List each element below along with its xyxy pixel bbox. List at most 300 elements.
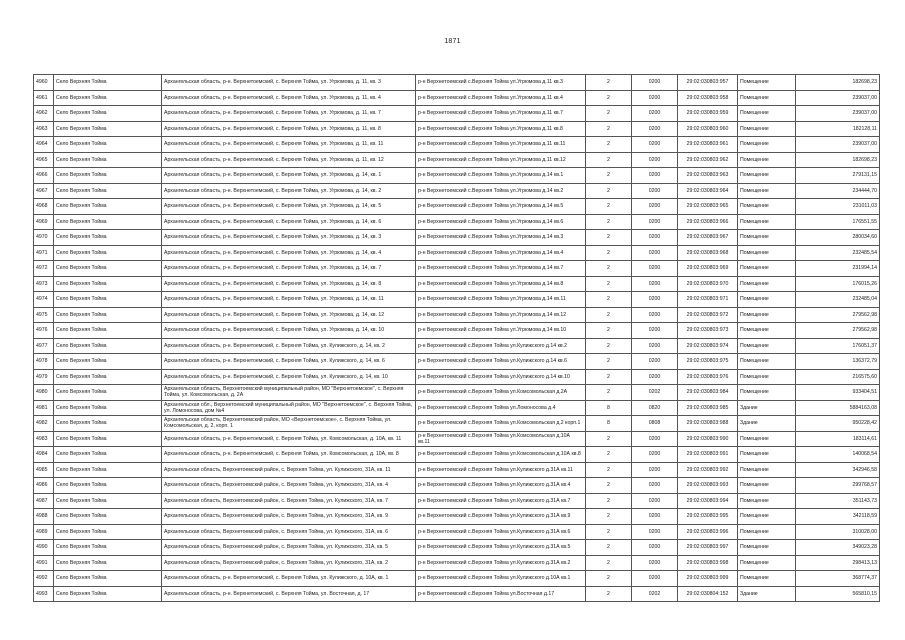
cadastral-number-cell: 29:02:030803:972 (678, 307, 738, 323)
object-type-cell: Помещение (738, 555, 796, 571)
object-type-cell: Помещение (738, 292, 796, 308)
row-number: 4986 (34, 478, 54, 494)
settlement-cell: Село Верхняя Тойма (54, 447, 162, 463)
table-row (34, 307, 880, 323)
table-row (34, 555, 880, 571)
object-type-cell: Помещение (738, 199, 796, 215)
type-code-cell: 0202 (632, 385, 678, 401)
type-code-cell: 0200 (632, 168, 678, 184)
cadastral-number-cell: 29:02:030803:968 (678, 245, 738, 261)
address-cell: Архангельская область, р-н. Верхнетоемский, с. Верхняя Тойма, ул. Угрюмова, д. 14, кв. 8 (162, 276, 416, 292)
category-code-cell: 2 (586, 75, 632, 91)
cadastral-number-cell: 29:02:030803:992 (678, 462, 738, 478)
settlement-cell: Село Верхняя Тойма (54, 369, 162, 385)
type-code-cell: 0200 (632, 183, 678, 199)
location-cell: р-н Верхнетоемский с.Верхняя Тойма ул.Угрюмова д.14 кв.8 (416, 276, 586, 292)
row-number: 4990 (34, 540, 54, 556)
table-row (34, 462, 880, 478)
settlement-cell: Село Верхняя Тойма (54, 137, 162, 153)
row-number: 4964 (34, 137, 54, 153)
object-type-cell: Помещение (738, 261, 796, 277)
cadastral-value-cell: 182128,11 (796, 121, 880, 137)
table-row (34, 354, 880, 370)
object-type-cell: Помещение (738, 447, 796, 463)
cadastral-value-cell: 279131,15 (796, 168, 880, 184)
object-type-cell: Помещение (738, 385, 796, 401)
cadastral-value-cell: 140068,54 (796, 447, 880, 463)
table-row (34, 369, 880, 385)
cadastral-value-cell: 950228,42 (796, 416, 880, 432)
table-body (34, 75, 880, 602)
table-row (34, 75, 880, 91)
cadastral-value-cell: 565810,15 (796, 586, 880, 602)
row-number: 4963 (34, 121, 54, 137)
type-code-cell: 0200 (632, 338, 678, 354)
settlement-cell: Село Верхняя Тойма (54, 416, 162, 432)
location-cell: р-н Верхнетоемский с.Верхняя Тойма ул.Угрюмова д.14 кв.4 (416, 245, 586, 261)
type-code-cell: 0200 (632, 276, 678, 292)
location-cell: р-н Верхнетоемский с.Верхняя Тойма ул.Кулижского д.31А кв.5 (416, 540, 586, 556)
object-type-cell: Помещение (738, 121, 796, 137)
cadastral-number-cell: 29:02:030803:960 (678, 121, 738, 137)
settlement-cell: Село Верхняя Тойма (54, 230, 162, 246)
cadastral-value-cell: 298413,13 (796, 555, 880, 571)
table-row (34, 106, 880, 122)
type-code-cell: 0200 (632, 137, 678, 153)
location-cell: р-н Верхнетоемский с.Верхняя Тойма ул.Угрюмова д.11 кв.4 (416, 90, 586, 106)
settlement-cell: Село Верхняя Тойма (54, 276, 162, 292)
row-number: 4970 (34, 230, 54, 246)
row-number: 4983 (34, 431, 54, 447)
cadastral-number-cell: 29:02:030803:994 (678, 493, 738, 509)
category-code-cell: 8 (586, 416, 632, 432)
object-type-cell: Помещение (738, 509, 796, 525)
row-number: 4975 (34, 307, 54, 323)
category-code-cell: 2 (586, 338, 632, 354)
object-type-cell: Помещение (738, 230, 796, 246)
address-cell: Архангельская область, р-н. Верхнетоемский, с. Верхняя Тойма, ул. Кулижского, д. 14, кв. 6 (162, 354, 416, 370)
category-code-cell: 2 (586, 447, 632, 463)
table-row (34, 199, 880, 215)
settlement-cell: Село Верхняя Тойма (54, 509, 162, 525)
table-row (34, 261, 880, 277)
address-cell: Архангельская область, Верхнетоемский район, с. Верхняя Тойма, ул. Кулижского, 31А, кв. 4 (162, 478, 416, 494)
address-cell: Архангельская область, р-н. Верхнетоемский, с. Верхняя Тойма, ул. Угрюмова, д. 14, кв. 1 (162, 168, 416, 184)
cadastral-value-cell: 176015,26 (796, 276, 880, 292)
category-code-cell: 2 (586, 168, 632, 184)
row-number: 4987 (34, 493, 54, 509)
cadastral-value-cell: 216575,60 (796, 369, 880, 385)
object-type-cell: Помещение (738, 540, 796, 556)
address-cell: Архангельская область, р-н. Верхнетоемский, с. Верхняя Тойма, ул. Угрюмова, д. 14, кв. 4 (162, 245, 416, 261)
address-cell: Архангельская область, р-н. Верхнетоемский, с. Верхняя Тойма, ул. Кулижского, д. 14, кв. 10 (162, 369, 416, 385)
settlement-cell: Село Верхняя Тойма (54, 462, 162, 478)
row-number: 4960 (34, 75, 54, 91)
settlement-cell: Село Верхняя Тойма (54, 245, 162, 261)
category-code-cell: 2 (586, 152, 632, 168)
table-row (34, 586, 880, 602)
category-code-cell: 2 (586, 571, 632, 587)
cadastral-value-cell: 933404,51 (796, 385, 880, 401)
location-cell: р-н Верхнетоемский с.Верхняя Тойма ул.Угрюмова д.14 кв.2 (416, 183, 586, 199)
settlement-cell: Село Верхняя Тойма (54, 292, 162, 308)
object-type-cell: Помещение (738, 90, 796, 106)
object-type-cell: Помещение (738, 524, 796, 540)
settlement-cell: Село Верхняя Тойма (54, 524, 162, 540)
location-cell: р-н Верхнетоемский с.Верхняя Тойма ул.Комсомольская д.2А (416, 385, 586, 401)
type-code-cell: 0200 (632, 121, 678, 137)
settlement-cell: Село Верхняя Тойма (54, 338, 162, 354)
cadastral-value-cell: 239037,00 (796, 106, 880, 122)
row-number: 4962 (34, 106, 54, 122)
cadastral-number-cell: 29:02:030803:970 (678, 276, 738, 292)
location-cell: р-н Верхнетоемский с.Верхняя Тойма ул.Кулижского д.10А кв.1 (416, 571, 586, 587)
category-code-cell: 2 (586, 199, 632, 215)
type-code-cell: 0200 (632, 261, 678, 277)
location-cell: р-н Верхнетоемский с.Верхняя Тойма ул.Угрюмова д.14 кв.1 (416, 168, 586, 184)
row-number: 4988 (34, 509, 54, 525)
settlement-cell: Село Верхняя Тойма (54, 478, 162, 494)
cadastral-value-cell: 176551,55 (796, 214, 880, 230)
object-type-cell: Помещение (738, 75, 796, 91)
cadastral-value-cell: 368774,37 (796, 571, 880, 587)
address-cell: Архангельская область, р-н. Верхнетоемский, с. Верхняя Тойма, ул. Угрюмова, д. 14, кв. 12 (162, 307, 416, 323)
location-cell: р-н Верхнетоемский с.Верхняя Тойма ул.Угрюмова д.14 кв.10 (416, 323, 586, 339)
table-row (34, 152, 880, 168)
type-code-cell: 0200 (632, 245, 678, 261)
table-row (34, 385, 880, 401)
row-number: 4981 (34, 400, 54, 416)
object-type-cell: Здание (738, 400, 796, 416)
address-cell: Архангельская область, р-н. Верхнетоемский, с. Верхняя Тойма, ул. Угрюмова, д. 11, кв. 3 (162, 75, 416, 91)
type-code-cell: 0200 (632, 431, 678, 447)
cadastral-number-cell: 29:02:030803:969 (678, 261, 738, 277)
location-cell: р-н Верхнетоемский с.Верхняя Тойма ул.Ломоносова д.4 (416, 400, 586, 416)
row-number: 4976 (34, 323, 54, 339)
category-code-cell: 2 (586, 354, 632, 370)
object-type-cell: Помещение (738, 245, 796, 261)
location-cell: р-н Верхнетоемский с.Верхняя Тойма ул.Кулижского д.31А кв.2 (416, 555, 586, 571)
cadastral-value-cell: 232485,54 (796, 245, 880, 261)
table-row (34, 90, 880, 106)
object-type-cell: Помещение (738, 493, 796, 509)
table-row (34, 416, 880, 432)
table-row (34, 121, 880, 137)
object-type-cell: Помещение (738, 571, 796, 587)
category-code-cell: 2 (586, 276, 632, 292)
object-type-cell: Помещение (738, 183, 796, 199)
cadastral-number-cell: 29:02:030803:988 (678, 416, 738, 432)
location-cell: р-н Верхнетоемский с.Верхняя Тойма ул.Кулижского д.31А кв.6 (416, 524, 586, 540)
cadastral-value-cell: 310028,00 (796, 524, 880, 540)
row-number: 4989 (34, 524, 54, 540)
cadastral-number-cell: 29:02:030803:997 (678, 540, 738, 556)
row-number: 4974 (34, 292, 54, 308)
object-type-cell: Помещение (738, 462, 796, 478)
cadastral-value-cell: 299768,57 (796, 478, 880, 494)
address-cell: Архангельская область, р-н. Верхнетоемский, с. Верхняя Тойма, ул. Угрюмова, д. 14, кв. 7 (162, 261, 416, 277)
table-row (34, 276, 880, 292)
location-cell: р-н Верхнетоемский с.Верхняя Тойма ул.Угрюмова д.14 кв.12 (416, 307, 586, 323)
cadastral-number-cell: 29:02:030803:993 (678, 478, 738, 494)
address-cell: Архангельская область, р-н. Верхнетоемский, с. Верхняя Тойма, ул. Угрюмова, д. 14, кв. 6 (162, 214, 416, 230)
address-cell: Архангельская область, р-н. Верхнетоемский, с. Верхняя Тойма, ул. Кулижского, д. 10А, кв. 1 (162, 571, 416, 587)
object-type-cell: Здание (738, 416, 796, 432)
table-row (34, 571, 880, 587)
cadastral-number-cell: 29:02:030803:990 (678, 431, 738, 447)
location-cell: р-н Верхнетоемский с.Верхняя Тойма ул.Угрюмова д.14 кв.11 (416, 292, 586, 308)
object-type-cell: Помещение (738, 338, 796, 354)
address-cell: Архангельская область, Верхнетоемский район, с. Верхняя Тойма, ул. Кулижского, 31А, кв. 7 (162, 493, 416, 509)
row-number: 4971 (34, 245, 54, 261)
cadastral-number-cell: 29:02:030803:999 (678, 571, 738, 587)
cadastral-value-cell: 342118,59 (796, 509, 880, 525)
location-cell: р-н Верхнетоемский с.Верхняя Тойма ул.Восточная д.17 (416, 586, 586, 602)
address-cell: Архангельская область, Верхнетоемский муниципальный район, МО "Верхнетоемское", с. Верхняя Тойма, ул. Комсомольская, д. 2А (162, 385, 416, 401)
row-number: 4977 (34, 338, 54, 354)
settlement-cell: Село Верхняя Тойма (54, 121, 162, 137)
category-code-cell: 2 (586, 323, 632, 339)
table-row (34, 478, 880, 494)
cadastral-number-cell: 29:02:030803:961 (678, 137, 738, 153)
cadastral-number-cell: 29:02:030803:973 (678, 323, 738, 339)
object-type-cell: Помещение (738, 369, 796, 385)
location-cell: р-н Верхнетоемский с.Верхняя Тойма ул.Комсомольская д.2 корп.1 (416, 416, 586, 432)
address-cell: Архангельская область, р-н. Верхнетоемский, с. Верхняя Тойма, ул. Угрюмова, д. 11, кв. 7 (162, 106, 416, 122)
table-row (34, 183, 880, 199)
category-code-cell: 2 (586, 493, 632, 509)
table-row (34, 509, 880, 525)
address-cell: Архангельская область, Верхнетоемский район, с. Верхняя Тойма, ул. Кулижского, 31А, кв. 9 (162, 509, 416, 525)
type-code-cell: 0200 (632, 307, 678, 323)
address-cell: Архангельская область, р-н. Верхнетоемский, с. Верхняя Тойма, ул. Угрюмова, д. 11, кв. 12 (162, 152, 416, 168)
settlement-cell: Село Верхняя Тойма (54, 354, 162, 370)
settlement-cell: Село Верхняя Тойма (54, 261, 162, 277)
category-code-cell: 2 (586, 462, 632, 478)
type-code-cell: 0200 (632, 462, 678, 478)
table-row (34, 400, 880, 416)
type-code-cell: 0200 (632, 493, 678, 509)
category-code-cell: 2 (586, 369, 632, 385)
object-type-cell: Помещение (738, 307, 796, 323)
address-cell: Архангельская область, р-н. Верхнетоемский, с. Верхняя Тойма, ул. Восточная, д. 17 (162, 586, 416, 602)
type-code-cell: 0200 (632, 106, 678, 122)
type-code-cell: 0202 (632, 586, 678, 602)
category-code-cell: 2 (586, 183, 632, 199)
address-cell: Архангельская обл., Верхнетоемский муниципальный район, МО "Верхнетоемское", с. Верхняя Тойма, ул. Ломоносова, дом №4 (162, 400, 416, 416)
category-code-cell: 2 (586, 90, 632, 106)
table-row (34, 168, 880, 184)
address-cell: Архангельская область, р-н. Верхнетоемский, с. Верхняя Тойма, ул. Угрюмова, д. 11, кв. 8 (162, 121, 416, 137)
row-number: 4984 (34, 447, 54, 463)
type-code-cell: 0200 (632, 230, 678, 246)
cadastral-value-cell: 351143,73 (796, 493, 880, 509)
settlement-cell: Село Верхняя Тойма (54, 307, 162, 323)
settlement-cell: Село Верхняя Тойма (54, 75, 162, 91)
cadastral-value-cell: 136372,79 (796, 354, 880, 370)
settlement-cell: Село Верхняя Тойма (54, 540, 162, 556)
category-code-cell: 2 (586, 478, 632, 494)
object-type-cell: Помещение (738, 152, 796, 168)
table-row (34, 245, 880, 261)
object-type-cell: Помещение (738, 137, 796, 153)
cadastral-value-cell: 279562,98 (796, 323, 880, 339)
cadastral-value-cell: 234444,70 (796, 183, 880, 199)
object-type-cell: Помещение (738, 106, 796, 122)
row-number: 4985 (34, 462, 54, 478)
cadastral-number-cell: 29:02:030803:971 (678, 292, 738, 308)
type-code-cell: 0808 (632, 416, 678, 432)
location-cell: р-н Верхнетоемский с.Верхняя Тойма ул.Угрюмова д.14 кв.3 (416, 230, 586, 246)
type-code-cell: 0200 (632, 447, 678, 463)
category-code-cell: 2 (586, 214, 632, 230)
table-row (34, 323, 880, 339)
address-cell: Архангельская область, Верхнетоемский район, с. Верхняя Тойма, ул. Кулижского, 31А, кв. 11 (162, 462, 416, 478)
location-cell: р-н Верхнетоемский с.Верхняя Тойма ул.Кулижского д.14 кв.10 (416, 369, 586, 385)
cadastral-number-cell: 29:02:030804:152 (678, 586, 738, 602)
type-code-cell: 0820 (632, 400, 678, 416)
location-cell: р-н Верхнетоемский с.Верхняя Тойма ул.Угрюмова д.14 кв.7 (416, 261, 586, 277)
cadastral-value-cell: 280034,60 (796, 230, 880, 246)
row-number: 4966 (34, 168, 54, 184)
settlement-cell: Село Верхняя Тойма (54, 586, 162, 602)
table-row (34, 447, 880, 463)
settlement-cell: Село Верхняя Тойма (54, 323, 162, 339)
row-number: 4968 (34, 199, 54, 215)
location-cell: р-н Верхнетоемский с.Верхняя Тойма ул.Комсомольская д.10А кв.11 (416, 431, 586, 447)
type-code-cell: 0200 (632, 571, 678, 587)
location-cell: р-н Верхнетоемский с.Верхняя Тойма ул.Кулижского д.14 кв.2 (416, 338, 586, 354)
address-cell: Архангельская область, р-н. Верхнетоемский, с. Верхняя Тойма, ул. Угрюмова, д. 14, кв. 2 (162, 183, 416, 199)
row-number: 4978 (34, 354, 54, 370)
object-type-cell: Помещение (738, 431, 796, 447)
type-code-cell: 0200 (632, 354, 678, 370)
type-code-cell: 0200 (632, 199, 678, 215)
location-cell: р-н Верхнетоемский с.Верхняя Тойма ул.Угрюмова д.11 кв.11 (416, 137, 586, 153)
settlement-cell: Село Верхняя Тойма (54, 90, 162, 106)
row-number: 4980 (34, 385, 54, 401)
settlement-cell: Село Верхняя Тойма (54, 571, 162, 587)
table-row (34, 524, 880, 540)
page-number: 1871 (444, 38, 461, 45)
type-code-cell: 0200 (632, 90, 678, 106)
cadastral-value-cell: 182698,23 (796, 75, 880, 91)
cadastral-value-cell: 183114,61 (796, 431, 880, 447)
location-cell: р-н Верхнетоемский с.Верхняя Тойма ул.Угрюмова д.11 кв.7 (416, 106, 586, 122)
cadastral-value-cell: 342946,58 (796, 462, 880, 478)
table-row (34, 214, 880, 230)
cadastral-number-cell: 29:02:030803:958 (678, 90, 738, 106)
cadastral-value-cell: 176051,37 (796, 338, 880, 354)
cadastral-number-cell: 29:02:030803:985 (678, 400, 738, 416)
address-cell: Архангельская область, р-н. Верхнетоемский, с. Верхняя Тойма, ул. Комсомольская, д. 10А, кв. 11 (162, 431, 416, 447)
location-cell: р-н Верхнетоемский с.Верхняя Тойма ул.Угрюмова д.11 кв.12 (416, 152, 586, 168)
settlement-cell: Село Верхняя Тойма (54, 168, 162, 184)
cadastral-number-cell: 29:02:030803:959 (678, 106, 738, 122)
cadastral-number-cell: 29:02:030803:964 (678, 183, 738, 199)
cadastral-number-cell: 29:02:030803:974 (678, 338, 738, 354)
settlement-cell: Село Верхняя Тойма (54, 431, 162, 447)
cadastral-value-cell: 182698,23 (796, 152, 880, 168)
table-row (34, 137, 880, 153)
row-number: 4972 (34, 261, 54, 277)
address-cell: Архангельская область, р-н. Верхнетоемский, с. Верхняя Тойма, ул. Угрюмова, д. 14, кв. 5 (162, 199, 416, 215)
cadastral-value-cell: 5884163,08 (796, 400, 880, 416)
category-code-cell: 2 (586, 540, 632, 556)
cadastral-number-cell: 29:02:030803:995 (678, 509, 738, 525)
type-code-cell: 0200 (632, 524, 678, 540)
location-cell: р-н Верхнетоемский с.Верхняя Тойма ул.Кулижского д.31А кв.9 (416, 509, 586, 525)
type-code-cell: 0200 (632, 555, 678, 571)
cadastral-value-cell: 231994,14 (796, 261, 880, 277)
address-cell: Архангельская область, р-н. Верхнетоемский, с. Верхняя Тойма, ул. Угрюмова, д. 11, кв. 4 (162, 90, 416, 106)
cadastral-value-cell: 239037,00 (796, 90, 880, 106)
category-code-cell: 2 (586, 431, 632, 447)
row-number: 4979 (34, 369, 54, 385)
cadastral-number-cell: 29:02:030803:957 (678, 75, 738, 91)
location-cell: р-н Верхнетоемский с.Верхняя Тойма ул.Угрюмова д.14 кв.5 (416, 199, 586, 215)
address-cell: Архангельская область, р-н. Верхнетоемский, с. Верхняя Тойма, ул. Угрюмова, д. 14, кв. 11 (162, 292, 416, 308)
category-code-cell: 2 (586, 261, 632, 277)
row-number: 4993 (34, 586, 54, 602)
type-code-cell: 0200 (632, 323, 678, 339)
cadastral-value-cell: 349023,28 (796, 540, 880, 556)
settlement-cell: Село Верхняя Тойма (54, 183, 162, 199)
category-code-cell: 2 (586, 137, 632, 153)
cadastral-number-cell: 29:02:030803:962 (678, 152, 738, 168)
location-cell: р-н Верхнетоемский с.Верхняя Тойма ул.Кулижского д.31А кв.11 (416, 462, 586, 478)
settlement-cell: Село Верхняя Тойма (54, 199, 162, 215)
cadastral-value-cell: 232485,04 (796, 292, 880, 308)
location-cell: р-н Верхнетоемский с.Верхняя Тойма ул.Кулижского д.31А кв.7 (416, 493, 586, 509)
row-number: 4991 (34, 555, 54, 571)
category-code-cell: 2 (586, 586, 632, 602)
settlement-cell: Село Верхняя Тойма (54, 152, 162, 168)
type-code-cell: 0200 (632, 509, 678, 525)
type-code-cell: 0200 (632, 152, 678, 168)
category-code-cell: 2 (586, 555, 632, 571)
address-cell: Архангельская область, р-н. Верхнетоемский, с. Верхняя Тойма, ул. Угрюмова, д. 14, кв. 10 (162, 323, 416, 339)
row-number: 4992 (34, 571, 54, 587)
cadastral-number-cell: 29:02:030803:996 (678, 524, 738, 540)
address-cell: Архангельская область, р-н. Верхнетоемский, с. Верхняя Тойма, ул. Угрюмова, д. 11, кв. 11 (162, 137, 416, 153)
settlement-cell: Село Верхняя Тойма (54, 106, 162, 122)
table-row (34, 431, 880, 447)
object-type-cell: Помещение (738, 354, 796, 370)
settlement-cell: Село Верхняя Тойма (54, 400, 162, 416)
category-code-cell: 2 (586, 245, 632, 261)
address-cell: Архангельская область, Верхнетоемский район, МО «Верхнетоемское», с. Верхняя Тойма, ул. Комсомольская, д. 2, корп. 1 (162, 416, 416, 432)
address-cell: Архангельская область, Верхнетоемский район, с. Верхняя Тойма, ул. Кулижского, 31А, кв. 5 (162, 540, 416, 556)
cadastral-value-cell: 279562,98 (796, 307, 880, 323)
address-cell: Архангельская область, р-н. Верхнетоемский, с. Верхняя Тойма, ул. Кулижского, д. 14, кв. 2 (162, 338, 416, 354)
cadastral-number-cell: 29:02:030803:991 (678, 447, 738, 463)
settlement-cell: Село Верхняя Тойма (54, 555, 162, 571)
category-code-cell: 8 (586, 400, 632, 416)
category-code-cell: 2 (586, 106, 632, 122)
type-code-cell: 0200 (632, 478, 678, 494)
object-type-cell: Помещение (738, 214, 796, 230)
category-code-cell: 2 (586, 509, 632, 525)
row-number: 4973 (34, 276, 54, 292)
table-row (34, 338, 880, 354)
location-cell: р-н Верхнетоемский с.Верхняя Тойма ул.Угрюмова д.14 кв.6 (416, 214, 586, 230)
category-code-cell: 2 (586, 307, 632, 323)
settlement-cell: Село Верхняя Тойма (54, 385, 162, 401)
location-cell: р-н Верхнетоемский с.Верхняя Тойма ул.Кулижского д.14 кв.6 (416, 354, 586, 370)
category-code-cell: 2 (586, 121, 632, 137)
row-number: 4965 (34, 152, 54, 168)
